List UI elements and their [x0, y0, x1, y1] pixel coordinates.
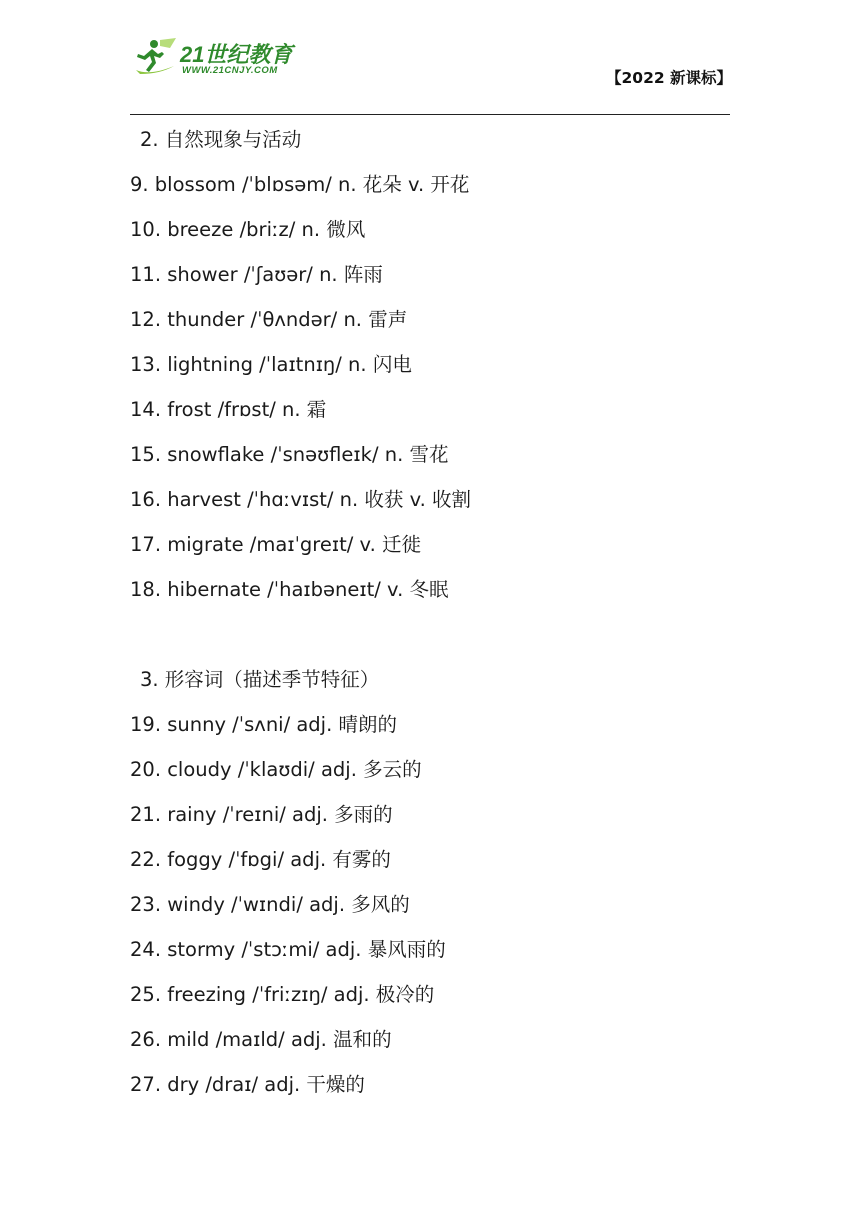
curriculum-badge: 【2022 新课标】 [606, 69, 733, 87]
vocab-entry: 14. frost /frɒst/ n. 霜 [130, 398, 327, 421]
vocab-entry: 10. breeze /briːz/ n. 微风 [130, 218, 366, 241]
running-figure-icon [130, 36, 182, 80]
vocab-entry: 20. cloudy /ˈklaʊdi/ adj. 多云的 [130, 758, 422, 781]
vocab-entry: 19. sunny /ˈsʌni/ adj. 晴朗的 [130, 713, 398, 736]
vocab-entry: 26. mild /maɪld/ adj. 温和的 [130, 1028, 392, 1051]
vocab-entry: 16. harvest /ˈhɑːvɪst/ n. 收获 v. 收割 [130, 488, 472, 511]
page-header [0, 0, 860, 116]
vocab-entry: 13. lightning /ˈlaɪtnɪŋ/ n. 闪电 [130, 353, 412, 376]
section-heading: 2. 自然现象与活动 [140, 128, 302, 151]
brand-logo [130, 36, 300, 82]
vocab-entry: 21. rainy /ˈreɪni/ adj. 多雨的 [130, 803, 393, 826]
vocab-entry: 24. stormy /ˈstɔːmi/ adj. 暴风雨的 [130, 938, 446, 961]
vocab-entry: 11. shower /ˈʃaʊər/ n. 阵雨 [130, 263, 383, 286]
vocab-entry: 22. foggy /ˈfɒgi/ adj. 有雾的 [130, 848, 391, 871]
header-divider [130, 114, 730, 115]
vocab-entry: 12. thunder /ˈθʌndər/ n. 雷声 [130, 308, 408, 331]
logo-wordmark: 21世纪教育 [180, 42, 293, 67]
vocab-entry: 25. freezing /ˈfriːzɪŋ/ adj. 极冷的 [130, 983, 435, 1006]
vocab-entry: 27. dry /draɪ/ adj. 干燥的 [130, 1073, 365, 1096]
vocab-entry: 15. snowflake /ˈsnəʊfleɪk/ n. 雪花 [130, 443, 449, 466]
vocab-entry: 17. migrate /maɪˈgreɪt/ v. 迁徙 [130, 533, 421, 556]
vocab-entry: 18. hibernate /ˈhaɪbəneɪt/ v. 冬眠 [130, 578, 449, 601]
vocab-entry: 23. windy /ˈwɪndi/ adj. 多风的 [130, 893, 410, 916]
logo-url: WWW.21CNJY.COM [182, 65, 278, 76]
section-heading: 3. 形容词（描述季节特征） [140, 668, 380, 691]
vocab-entry: 9. blossom /ˈblɒsəm/ n. 花朵 v. 开花 [130, 173, 470, 196]
